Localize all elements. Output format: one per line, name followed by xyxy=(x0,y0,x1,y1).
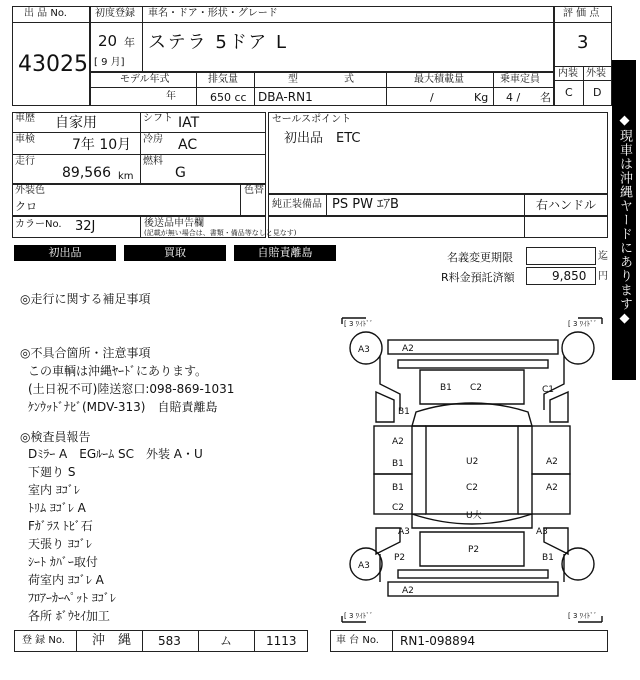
type-value: DBA-RN1 xyxy=(258,90,313,104)
diagram-bumper-rear: A2 xyxy=(402,586,414,596)
diagram-rear-l2: P2 xyxy=(394,553,406,563)
model-year-unit: 年 xyxy=(166,91,176,102)
diagram-door-r1: A2 xyxy=(546,457,558,467)
defect-line: ｹﾝｳｯﾄﾞﾅﾋﾞ(MDV-313) 自賠責離島 xyxy=(28,400,218,414)
fuel-label: 燃料 xyxy=(143,156,163,167)
plate-label: 登 録 No. xyxy=(22,635,65,646)
type-label-2: 式 xyxy=(344,74,354,85)
inspector-line: ｼｰﾄ ｶﾊﾞｰ取付 xyxy=(28,555,98,569)
recycle-value: 9,850 xyxy=(552,269,587,283)
mileage-label: 走行 xyxy=(15,156,35,167)
inspector-line: 下廻り S xyxy=(28,465,76,479)
recycle-label: R料金預託済額 xyxy=(441,271,515,284)
history-label: 車歴 xyxy=(15,113,35,124)
shift-label: シフト xyxy=(143,113,173,124)
aftermarket-note: (記載が無い場合は、書類・備品等なしと見なす) xyxy=(144,229,297,237)
diagram-hood-b1: B1 xyxy=(440,383,452,393)
defect-line: この車輌は沖縄ﾔｰﾄﾞにあります。 xyxy=(28,364,208,378)
diagram-corner-tl: [ 3 ﾜｲﾄﾞﾞ xyxy=(344,320,374,328)
diagram-wheel-fl: A3 xyxy=(358,345,370,355)
ext-color-label: 外装色 xyxy=(15,185,45,196)
chassis-label: 車 台 No. xyxy=(336,635,379,646)
steering-value: 右ハンドル xyxy=(536,198,597,212)
diagram-rear-r2: B1 xyxy=(542,553,554,563)
diagram-front-right: C1 xyxy=(542,385,555,395)
model-name: ステラ 5ドア L xyxy=(148,32,289,53)
inspector-line: Dﾐﾗｰ A EGﾙｰﾑ SC 外装 A・U xyxy=(28,447,203,461)
color-no-label: カラーNo. xyxy=(15,219,62,230)
model-year-label: モデル年式 xyxy=(120,74,170,85)
year-unit: 年 xyxy=(124,36,135,49)
mileage-value: 89,566 xyxy=(62,165,111,181)
color-no-value: 32J xyxy=(75,219,96,234)
diagram-rear-r: A3 xyxy=(536,527,548,537)
diagram-door-l4: C2 xyxy=(392,503,405,513)
displacement-value: 650 cc xyxy=(210,91,247,104)
diagram-wheel-rl: A3 xyxy=(358,561,370,571)
first-reg-month: [ 9 月] xyxy=(94,57,125,68)
diagram-hood-c2: C2 xyxy=(470,383,483,393)
plate-number: 1113 xyxy=(266,634,297,648)
defects-title: ◎不具合箇所・注意事項 xyxy=(20,346,151,360)
inspector-line: ﾄﾘﾑ ﾖｺﾞﾚ A xyxy=(28,501,86,515)
exterior-label: 外装 xyxy=(586,68,606,79)
aftermarket-label: 後送品申告欄 xyxy=(144,218,204,229)
fuel-value: G xyxy=(175,165,186,181)
capacity-value: 4 / xyxy=(506,91,521,104)
exterior-grade: D xyxy=(593,86,602,99)
okinawa-yard-banner: ◆現車は沖縄ヤードにあります◆ xyxy=(612,60,636,380)
equipment-extra-box xyxy=(268,216,608,238)
equipment-value: PS PW ｴｱB xyxy=(332,197,399,212)
history-value: 自家用 xyxy=(55,115,97,131)
ext-color-value: クロ xyxy=(15,200,37,213)
plate-region: 沖 縄 xyxy=(92,633,132,648)
color-change-label: 色替 xyxy=(244,185,264,196)
interior-grade: C xyxy=(565,86,573,99)
first-reg-label: 初度登録 xyxy=(95,8,135,19)
name-change-label: 名義変更期限 xyxy=(447,251,513,264)
diagram-door-l3: B1 xyxy=(392,483,404,493)
lot-label: 出 品 No. xyxy=(24,8,67,19)
inspector-line: 各所 ﾎﾞｳｾｲ加工 xyxy=(28,609,110,623)
capacity-label: 乗車定員 xyxy=(500,74,540,85)
sales-point-label: セールスポイント xyxy=(272,114,352,125)
plate-kana: ム xyxy=(220,634,233,648)
capacity-unit: 名 xyxy=(540,91,551,104)
max-load-value: / xyxy=(430,91,434,104)
inspector-line: 室内 ﾖｺﾞﾚ xyxy=(28,483,80,497)
car-damage-diagram xyxy=(336,314,608,626)
diagram-rear-l: A3 xyxy=(398,527,410,537)
diagram-corner-bl: [ 3 ﾜｲﾄﾞﾞ xyxy=(344,612,374,620)
chassis-value: RN1-098894 xyxy=(400,634,476,648)
diagram-corner-br: [ 3 ﾜｲﾄﾞﾞ xyxy=(568,612,598,620)
tag-purchase: 買取 xyxy=(124,245,226,261)
rating-value: 3 xyxy=(577,32,589,53)
lot-number: 43025 xyxy=(18,52,88,77)
details-box xyxy=(12,112,266,184)
displacement-label: 排気量 xyxy=(208,74,238,85)
sales-point-value: 初出品 ETC xyxy=(284,131,361,146)
diagram-roof-u2: U2 xyxy=(466,457,479,467)
tag-insurance-island: 自賠責離島 xyxy=(234,245,336,261)
diagram-door-r2: A2 xyxy=(546,483,558,493)
name-change-unit: 迄 xyxy=(598,251,608,262)
name-change-field xyxy=(526,247,596,265)
ac-label: 冷房 xyxy=(143,134,163,145)
ac-value: AC xyxy=(178,137,198,153)
defect-line: (土日祝不可)陸送窓口:098-869-1031 xyxy=(28,382,235,396)
plate-class: 583 xyxy=(158,634,181,648)
diagram-fender-left: B1 xyxy=(398,407,410,417)
tag-first-listing: 初出品 xyxy=(14,245,116,261)
diagram-back-p2: P2 xyxy=(468,545,480,555)
interior-label: 内装 xyxy=(558,68,578,79)
ext-color-box xyxy=(12,184,266,216)
inspection-label: 車検 xyxy=(15,134,35,145)
equipment-label: 純正装備品 xyxy=(272,199,322,210)
model-label: 車名・ドア・形状・グレード xyxy=(148,8,278,19)
inspector-title: ◎検査員報告 xyxy=(20,430,91,444)
diagram-roof-c2: C2 xyxy=(466,483,479,493)
inspector-line: 荷室内 ﾖｺﾞﾚ A xyxy=(28,573,104,587)
mileage-unit: km xyxy=(118,171,134,182)
inspector-line: 天張り ﾖｺﾞﾚ xyxy=(28,537,92,551)
shift-value: IAT xyxy=(178,115,200,131)
max-load-label: 最大積載量 xyxy=(414,74,464,85)
type-label: 型 xyxy=(288,74,298,85)
inspector-line: Fｶﾞﾗｽ ﾄﾋﾞ石 xyxy=(28,519,93,533)
diagram-roof-u: U大 xyxy=(466,511,482,521)
inspection-value: 7年 10月 xyxy=(72,137,132,153)
inspector-line: ﾌﾛｱｰｶｰﾍﾟｯﾄ ﾖｺﾞﾚ xyxy=(28,591,116,605)
diagram-corner-tr: [ 3 ﾜｲﾄﾞﾞ xyxy=(568,320,598,328)
driving-notes-title: ◎走行に関する補足事項 xyxy=(20,292,151,306)
max-load-unit: Kg xyxy=(474,91,489,104)
first-reg-year: 20 xyxy=(98,32,118,50)
diagram-bumper-front: A2 xyxy=(402,344,414,354)
diagram-door-l1: A2 xyxy=(392,437,404,447)
rating-label: 評 価 点 xyxy=(563,8,600,19)
recycle-unit: 円 xyxy=(598,271,608,282)
diagram-door-l2: B1 xyxy=(392,459,404,469)
